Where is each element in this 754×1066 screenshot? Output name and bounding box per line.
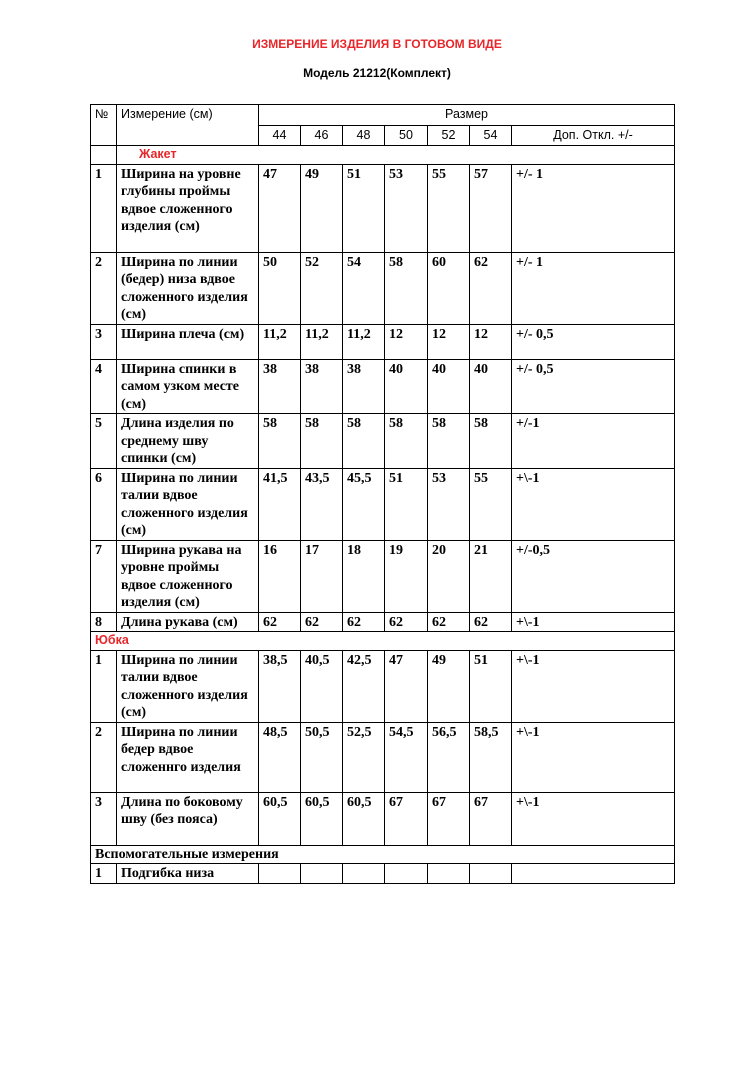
size-value: 21 [470,540,512,612]
tolerance-value: +/- 0,5 [512,359,675,414]
size-value: 40 [385,359,428,414]
size-value: 40 [470,359,512,414]
document-title: ИЗМЕРЕНИЕ ИЗДЕЛИЯ В ГОТОВОМ ВИДЕ [252,37,502,51]
size-value: 53 [428,468,470,540]
size-value: 58 [301,414,343,469]
size-value: 11,2 [259,324,301,359]
size-value: 67 [428,792,470,845]
size-value: 40 [428,359,470,414]
measurement-label: Ширина плеча (см) [117,324,259,359]
table-row [91,164,675,252]
measurement-label: Ширина по линии (бедер) низа вдвое сложенного изделия (см) [117,252,259,324]
measurement-label: Ширина по линии талии вдвое сложенного изделия (см) [117,468,259,540]
measurement-label: Ширина спинки в самом узком месте (см) [117,359,259,414]
tolerance-value: +\-1 [512,468,675,540]
size-value: 67 [385,792,428,845]
header-tolerance: Доп. Откл. +/- [512,126,675,146]
tolerance-value: +/-0,5 [512,540,675,612]
tolerance-value: +/-1 [512,414,675,469]
size-value: 54 [343,252,385,324]
size-value [428,864,470,884]
row-number: 4 [91,359,117,414]
header-size: Размер [259,105,675,126]
row-number: 8 [91,612,117,632]
size-value: 58 [470,414,512,469]
size-value: 52,5 [343,722,385,792]
size-value: 17 [301,540,343,612]
table-row [91,324,675,359]
size-value: 45,5 [343,468,385,540]
size-value: 62 [470,252,512,324]
row-number: 1 [91,650,117,722]
size-value: 49 [428,650,470,722]
header-size-46: 46 [301,126,343,146]
measurement-label: Ширина по линии бедер вдвое сложеннго изделия [117,722,259,792]
size-value: 60,5 [301,792,343,845]
header-size-52: 52 [428,126,470,146]
size-value: 11,2 [301,324,343,359]
row-number: 2 [91,722,117,792]
size-value: 48,5 [259,722,301,792]
size-value: 58 [343,414,385,469]
size-value [301,864,343,884]
size-value: 53 [385,164,428,252]
size-value: 56,5 [428,722,470,792]
measurement-label: Длина по боковому шву (без пояса) [117,792,259,845]
size-value: 62 [301,612,343,632]
size-value: 49 [301,164,343,252]
size-value: 51 [470,650,512,722]
size-value: 58 [385,414,428,469]
size-value [385,864,428,884]
row-number: 7 [91,540,117,612]
measurement-label: Длина изделия по среднему шву спинки (см) [117,414,259,469]
size-value: 62 [343,612,385,632]
size-value: 58 [259,414,301,469]
size-value: 43,5 [301,468,343,540]
size-value [259,864,301,884]
row-number: 3 [91,324,117,359]
size-value: 38 [259,359,301,414]
table-row [91,650,675,722]
size-value: 50 [259,252,301,324]
size-value: 12 [428,324,470,359]
size-value: 57 [470,164,512,252]
size-value: 41,5 [259,468,301,540]
size-value: 50,5 [301,722,343,792]
size-value: 52 [301,252,343,324]
size-value: 58 [428,414,470,469]
size-value: 47 [259,164,301,252]
row-number: 1 [91,164,117,252]
tolerance-value: +\-1 [512,650,675,722]
size-value: 62 [428,612,470,632]
section-header-row [91,845,675,864]
size-value: 62 [470,612,512,632]
model-subtitle: Модель 21212(Комплект) [303,66,451,80]
size-value: 16 [259,540,301,612]
measurement-label: Длина рукава (см) [117,612,259,632]
table-row [91,359,675,414]
section-title: Юбка [91,632,675,651]
tolerance-value: +\-1 [512,792,675,845]
size-value: 19 [385,540,428,612]
tolerance-value: +/- 1 [512,252,675,324]
size-value: 51 [385,468,428,540]
size-value: 20 [428,540,470,612]
size-value: 42,5 [343,650,385,722]
header-measurement: Измерение (см) [117,105,259,146]
tolerance-value: +\-1 [512,612,675,632]
size-value: 62 [259,612,301,632]
size-value: 58,5 [470,722,512,792]
size-value: 12 [385,324,428,359]
section-spacer [91,146,117,165]
size-value: 38 [301,359,343,414]
tolerance-value [512,864,675,884]
measurement-label: Ширина рукава на уровне проймы вдвое сложенного изделия (см) [117,540,259,612]
size-value: 51 [343,164,385,252]
table-row [91,540,675,612]
table-row [91,414,675,469]
size-value: 60 [428,252,470,324]
measurement-label: Ширина на уровне глубины проймы вдвое сложенного изделия (см) [117,164,259,252]
size-value: 60,5 [343,792,385,845]
size-value: 40,5 [301,650,343,722]
header-number: № [91,105,117,146]
row-number: 3 [91,792,117,845]
size-value: 38 [343,359,385,414]
tolerance-value: +\-1 [512,722,675,792]
table-row [91,864,675,884]
row-number: 5 [91,414,117,469]
size-value: 11,2 [343,324,385,359]
size-value: 67 [470,792,512,845]
size-value: 38,5 [259,650,301,722]
section-title: Вспомогательные измерения [91,845,675,864]
header-size-50: 50 [385,126,428,146]
section-header-row [91,632,675,651]
size-value: 18 [343,540,385,612]
size-value: 55 [470,468,512,540]
size-value: 12 [470,324,512,359]
header-size-48: 48 [343,126,385,146]
table-row [91,252,675,324]
table-row [91,722,675,792]
measurement-label: Ширина по линии талии вдвое сложенного изделия (см) [117,650,259,722]
size-value: 62 [385,612,428,632]
row-number: 6 [91,468,117,540]
table-row [91,468,675,540]
size-value [470,864,512,884]
size-value: 54,5 [385,722,428,792]
measurement-label: Подгибка низа [117,864,259,884]
section-title: Жакет [117,146,675,165]
table-row [91,612,675,632]
measurements-table [90,104,675,884]
header-size-54: 54 [470,126,512,146]
size-value: 55 [428,164,470,252]
table-row [91,792,675,845]
size-value: 60,5 [259,792,301,845]
size-value [343,864,385,884]
tolerance-value: +/- 0,5 [512,324,675,359]
row-number: 2 [91,252,117,324]
header-size-44: 44 [259,126,301,146]
size-value: 58 [385,252,428,324]
size-value: 47 [385,650,428,722]
row-number: 1 [91,864,117,884]
section-header-row [91,146,675,165]
tolerance-value: +/- 1 [512,164,675,252]
